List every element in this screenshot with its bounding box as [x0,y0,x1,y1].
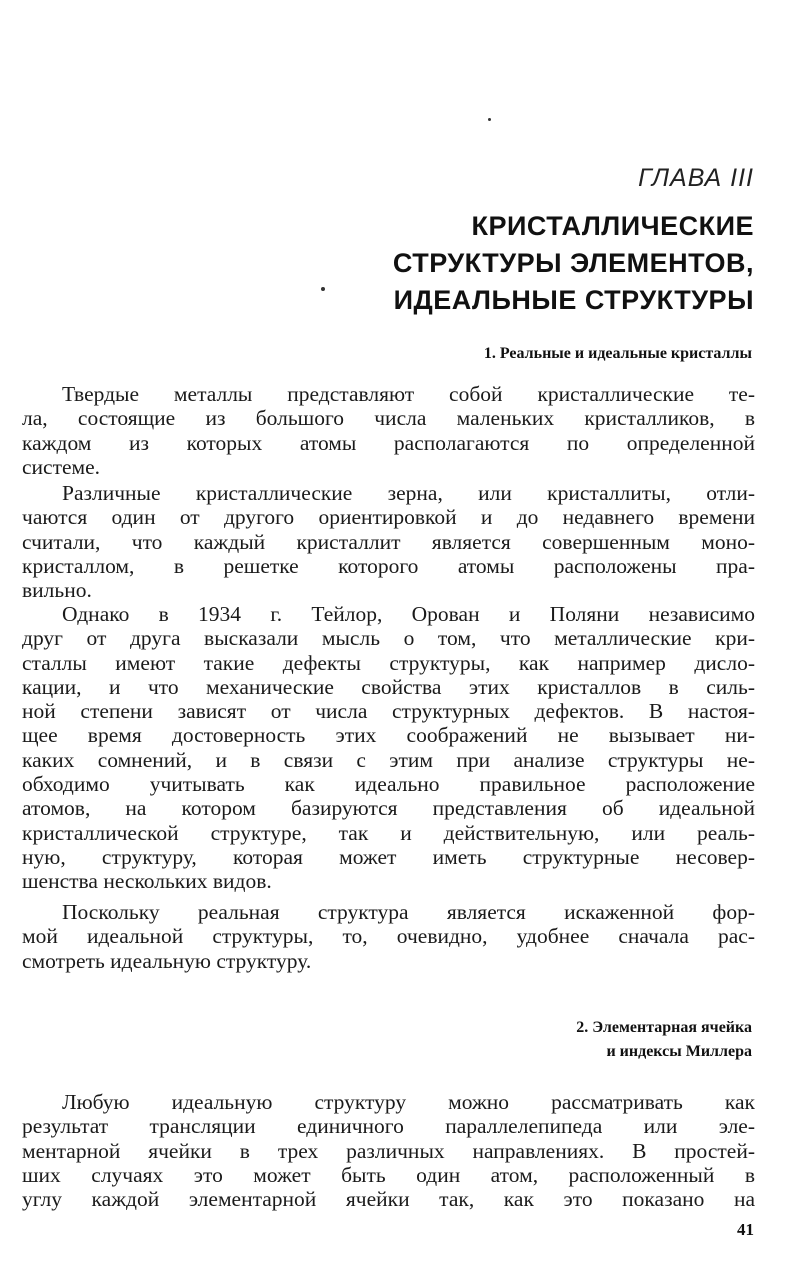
paragraph [22,382,755,479]
text-line: кации, и что механические свойства этих кристаллов в силь- [22,674,755,699]
text-line: сталлы имеют такие дефекты структуры, как например дисло- [22,650,755,675]
text-line: друг от друга высказали мысль о том, что металлические кри- [22,626,755,651]
text-line: Твердые металлы представляют собой кристаллические те- [62,382,755,406]
text-line: Различные кристаллические зерна, или кристаллиты, отли- [62,481,755,505]
text-line: шенства нескольких видов. [22,869,272,894]
text-line: обходимо учитывать как идеально правильное расположение [22,772,755,797]
text-line: атомов, на котором базируются представления об идеальной [22,796,755,821]
page-number: 41 [737,1220,754,1239]
paragraph [22,481,755,602]
text-line: смотреть идеальную структуру. [22,948,312,973]
text-line: ной степени зависят от числа структурных дефектов. В настоя- [22,699,755,724]
text-line: кристаллом, в решетке которого атомы расположены пра- [22,553,755,578]
chapter-title-line: СТРУКТУРЫ ЭЛЕМЕНТОВ, [392,248,754,278]
text-line: системе. [22,454,101,479]
text-line: каких сомнений, и в связи с этим при анализе структуры не- [22,747,755,772]
text-line: каждом из которых атомы располагаются по определенной [22,430,755,455]
chapter-label: ГЛАВА III [638,164,754,192]
text-line: Поскольку реальная структура является искаженной фор- [62,900,755,924]
paragraph [22,900,755,973]
text-line: щее время достоверность этих соображений не вызывает ни- [22,723,755,748]
section-heading: 1. Реальные и идеальные кристаллы [483,345,752,362]
text-line: углу каждой элементарной ячейки так, как это показано на [22,1187,755,1212]
print-speck [488,118,491,121]
chapter-title-line: КРИСТАЛЛИЧЕСКИЕ [471,211,754,241]
chapter-title-line: ИДЕАЛЬНЫЕ СТРУКТУРЫ [393,285,754,315]
section-heading-line: 2. Элементарная ячейка [576,1019,752,1036]
paragraph [22,1090,755,1211]
text-line: ментарной ячейки в трех различных направлениях. В простей- [22,1138,755,1163]
section-heading [576,1016,752,1064]
text-line: мой идеальной структуры, то, очевидно, удобнее сначала рас- [22,924,755,949]
text-line: чаются один от другого ориентировкой и до недавнего времени [22,505,755,530]
text-line: считали, что каждый кристаллит является совершенным моно- [22,529,755,554]
chapter-title [254,208,754,319]
text-line: Любую идеальную структуру можно рассматривать как [62,1090,755,1114]
text-line: Однако в 1934 г. Тейлор, Орован и Поляни независимо [62,602,755,626]
paragraph [22,602,755,894]
text-line: ную, структуру, которая может иметь структурные несовер- [22,844,755,869]
text-line: результат трансляции единичного параллелепипеда или эле- [22,1114,755,1139]
section-heading-line: и индексы Миллера [606,1043,752,1060]
text-line: ших случаях это может быть один атом, расположенный в [22,1162,755,1187]
text-line: ла, состоящие из большого числа маленьких кристалликов, в [22,406,755,431]
text-line: кристаллической структуре, так и действительную, или реаль- [22,820,755,845]
text-line: вильно. [22,578,92,603]
